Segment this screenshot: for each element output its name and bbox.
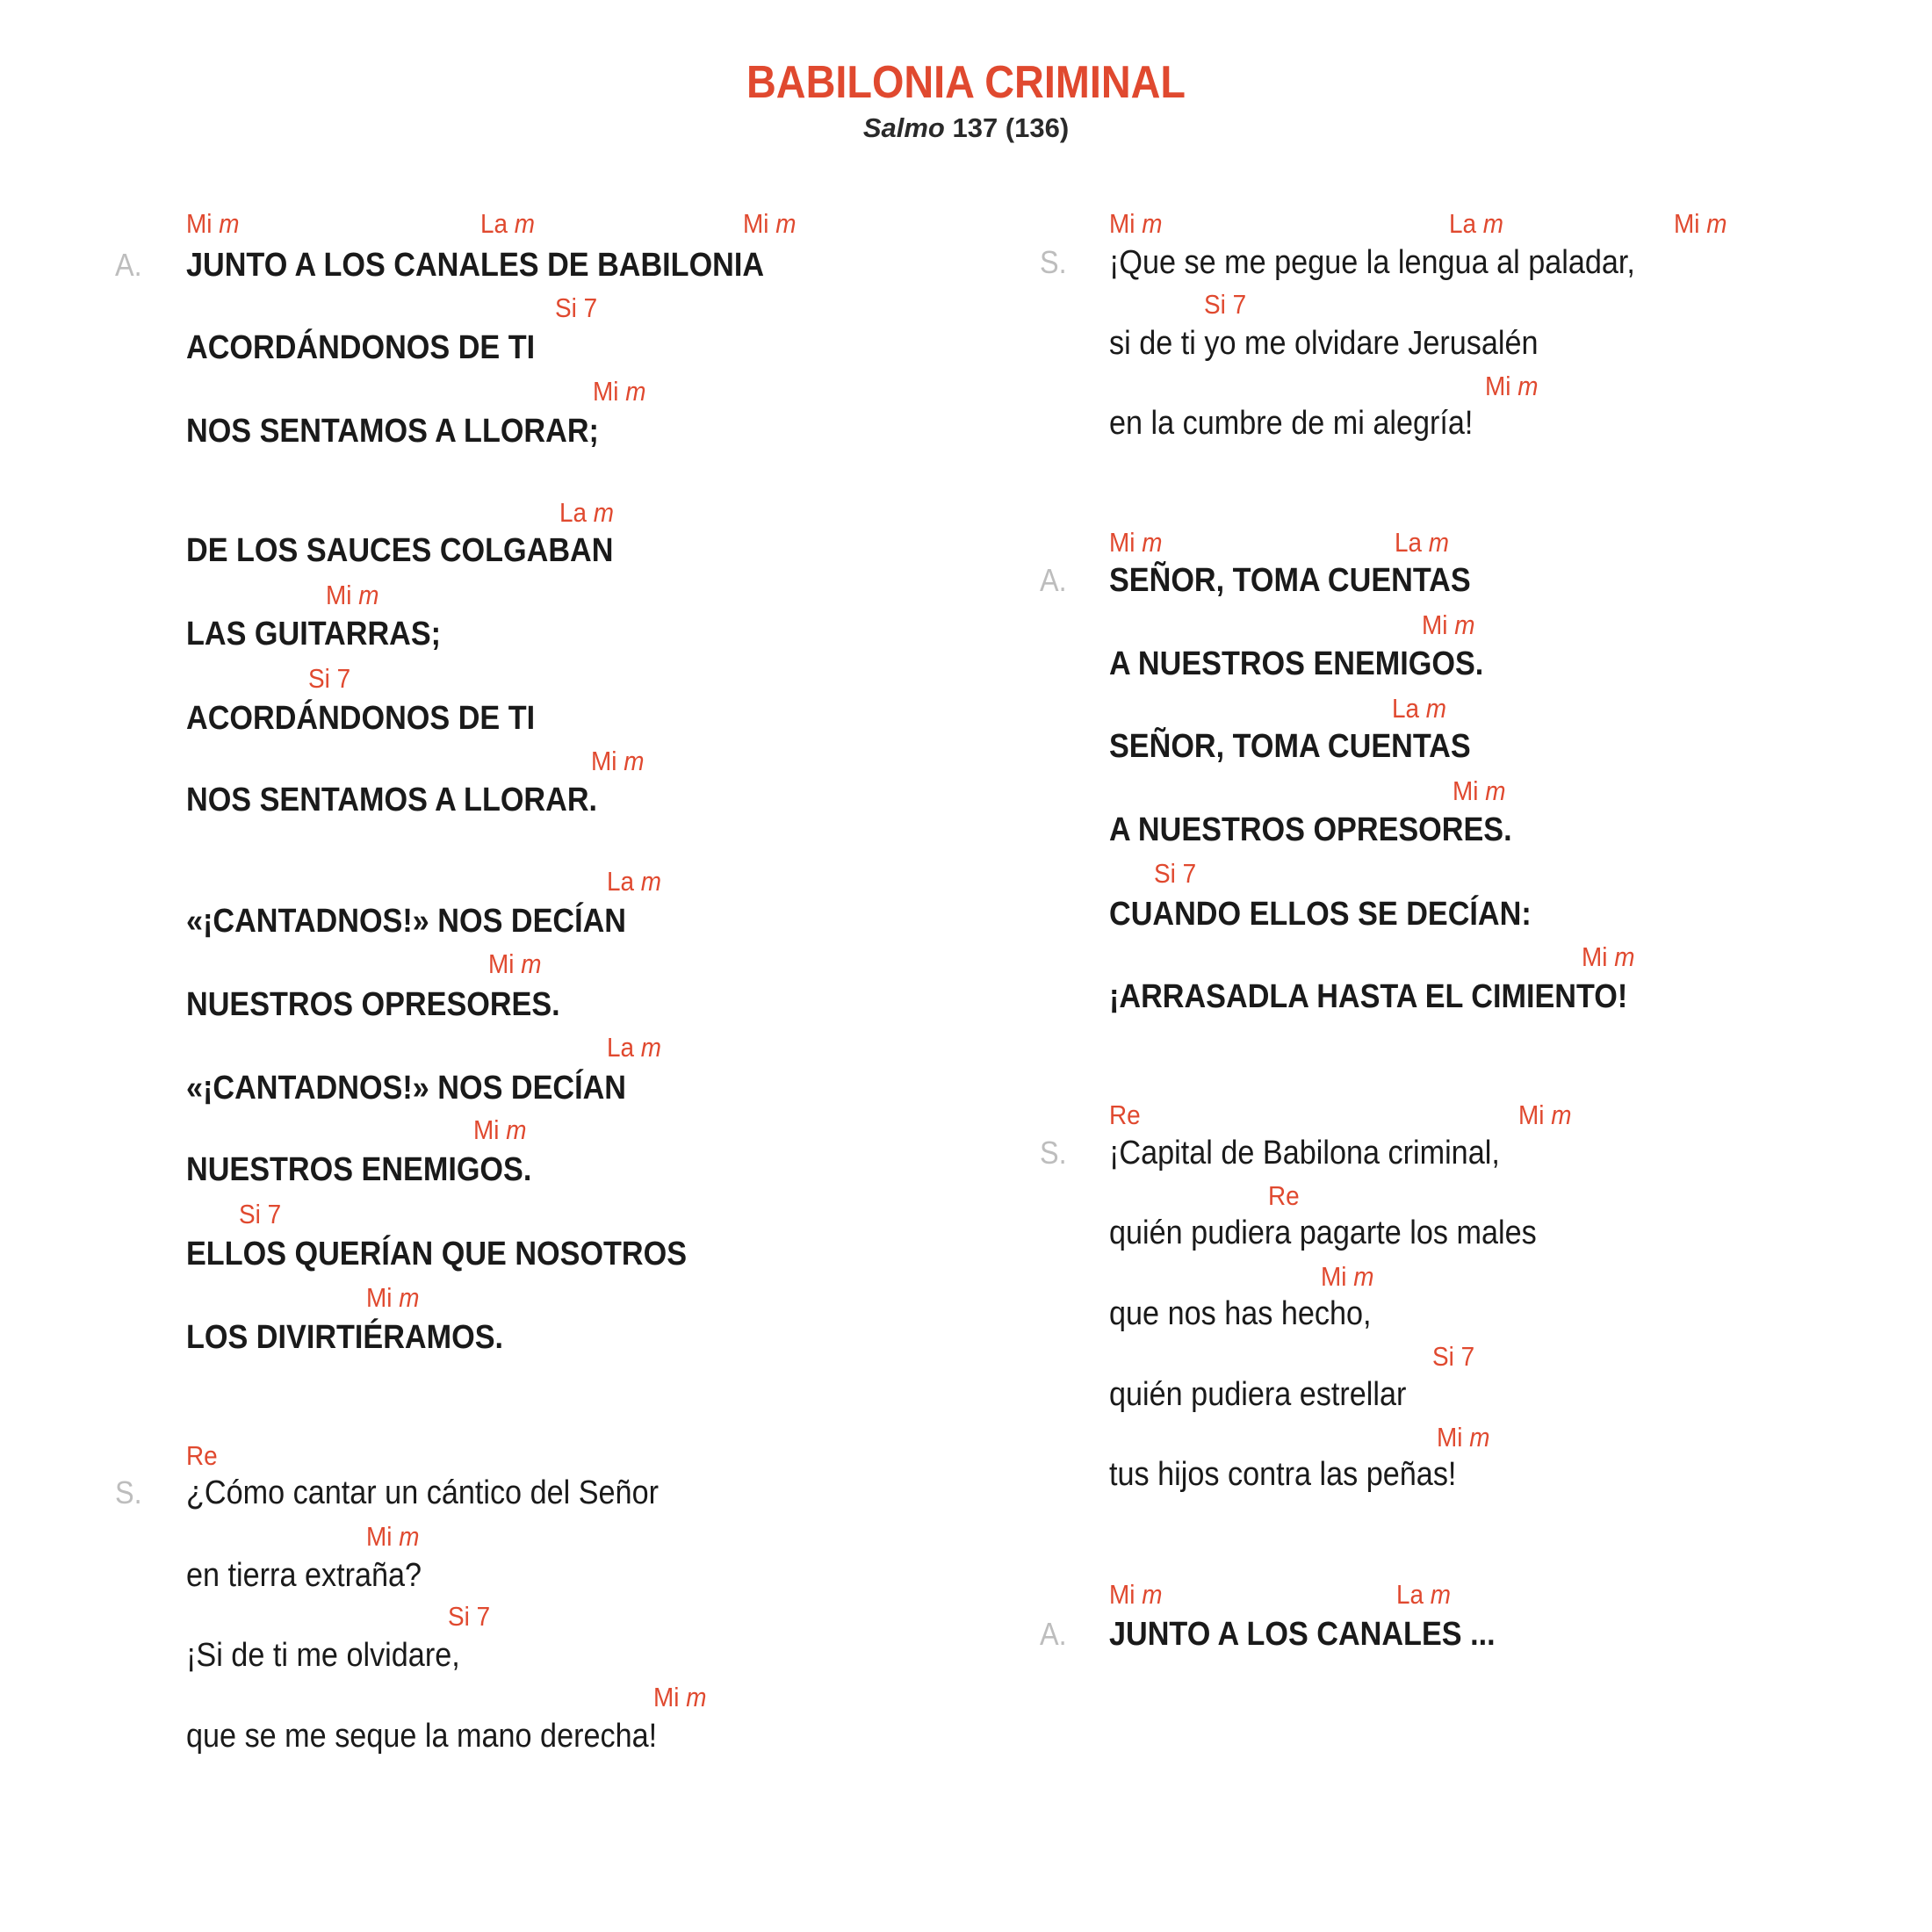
- chord-root: Mi: [590, 746, 617, 777]
- chord-symbol: [472, 1114, 527, 1146]
- lyric-line: ¿Cómo cantar un cántico del Señor: [185, 1474, 659, 1512]
- chord-symbol: [1109, 1099, 1142, 1131]
- lyric-line: ACORDÁNDONOS DE TI: [185, 699, 535, 737]
- chord-root: Mi: [185, 208, 212, 240]
- chord-root: Mi: [472, 1114, 500, 1146]
- chord-symbol: [487, 948, 541, 980]
- chord-symbol: [239, 1200, 281, 1228]
- chord-symbol: [1421, 609, 1475, 641]
- chord-symbol: [448, 1601, 491, 1633]
- chord-root: La: [1394, 526, 1422, 558]
- chord-modifier: m: [1428, 526, 1449, 558]
- chord-root: Mi: [366, 1281, 393, 1313]
- chord-symbol: [559, 496, 615, 528]
- chord-root: Mi: [1452, 775, 1479, 806]
- chord-root: La: [606, 1031, 634, 1063]
- chord-modifier: m: [640, 865, 661, 897]
- lyric-line: «¡CANTADNOS!» NOS DECÍAN: [185, 1070, 626, 1107]
- chord-root: Si: [1203, 288, 1226, 320]
- chord-modifier: m: [1613, 941, 1635, 972]
- chord-modifier: 7: [1460, 1341, 1475, 1373]
- chord-root: La: [606, 865, 634, 897]
- chord-modifier: m: [1142, 208, 1163, 240]
- chord-root: La: [1448, 208, 1476, 240]
- subtitle-psalm-number: 137 (136): [944, 112, 1070, 143]
- chord-root: Si: [308, 662, 330, 694]
- chord-symbol: [1109, 208, 1163, 240]
- stanza-label: A.: [1040, 562, 1068, 599]
- chord-symbol: [1391, 692, 1446, 724]
- chord-symbol: [1154, 858, 1197, 890]
- chord-root: Mi: [1109, 208, 1135, 240]
- lyric-line: A NUESTROS OPRESORES.: [1109, 811, 1512, 848]
- lyric-line: NUESTROS OPRESORES.: [185, 985, 560, 1023]
- chord-modifier: 7: [476, 1601, 491, 1633]
- chord-modifier: m: [1431, 1579, 1452, 1611]
- chord-modifier: 7: [1182, 858, 1197, 890]
- chord-modifier: m: [1453, 609, 1475, 641]
- chord-modifier: m: [1468, 1422, 1490, 1453]
- chord-modifier: m: [1517, 370, 1539, 401]
- chord-root: Mi: [1517, 1099, 1545, 1131]
- chord-modifier: m: [1482, 208, 1503, 240]
- chord-root: La: [1391, 692, 1419, 724]
- stanza-label: S.: [115, 1474, 142, 1511]
- chord-modifier: m: [1425, 692, 1446, 724]
- chord-root: Mi: [1109, 526, 1135, 558]
- chord-root: Mi: [487, 948, 514, 980]
- chord-modifier: m: [623, 746, 645, 777]
- chord-symbol: [366, 1281, 420, 1313]
- lyric-line: quién pudiera estrellar: [1109, 1375, 1407, 1413]
- chord-modifier: m: [399, 1520, 420, 1552]
- chord-root: Re: [1267, 1180, 1300, 1212]
- chord-root: Mi: [1321, 1260, 1347, 1292]
- chord-modifier: m: [775, 208, 797, 240]
- lyric-line: ¡ARRASADLA HASTA EL CIMIENTO!: [1109, 978, 1628, 1016]
- chord-root: La: [480, 208, 508, 240]
- chord-modifier: 7: [267, 1199, 282, 1230]
- lyric-line: ¡Que se me pegue la lengua al paladar,: [1109, 243, 1636, 281]
- lyric-line: A NUESTROS ENEMIGOS.: [1109, 645, 1484, 682]
- chord-modifier: m: [520, 948, 541, 980]
- chord-symbol: [185, 1440, 218, 1472]
- chord-symbol: [1582, 943, 1634, 970]
- lyric-line: ELLOS QUERÍAN QUE NOSOTROS: [185, 1236, 687, 1273]
- chord-symbol: [1109, 526, 1163, 558]
- lyric-line: SEÑOR, TOMA CUENTAS: [1109, 728, 1472, 766]
- lyric-line: ¡Capital de Babilona criminal,: [1109, 1134, 1501, 1171]
- lyric-line: NOS SENTAMOS A LLORAR;: [185, 412, 599, 450]
- stanza-label: A.: [115, 246, 142, 283]
- chord-root: Mi: [743, 208, 769, 240]
- lyric-line: SEÑOR, TOMA CUENTAS: [1109, 562, 1472, 600]
- chord-root: Si: [239, 1199, 261, 1230]
- chord-modifier: m: [625, 375, 646, 407]
- chord-symbol: [308, 662, 351, 694]
- chord-symbol: [1437, 1424, 1489, 1451]
- chord-symbol: [1396, 1579, 1452, 1611]
- chord-modifier: m: [399, 1281, 420, 1313]
- chord-symbol: [1267, 1180, 1300, 1212]
- chord-symbol: [606, 1031, 661, 1063]
- song-title: BABILONIA CRIMINAL: [746, 57, 1186, 108]
- chord-symbol: [480, 208, 536, 240]
- chord-root: Mi: [1484, 370, 1511, 401]
- chord-root: Mi: [1421, 609, 1448, 641]
- chord-symbol: [1321, 1260, 1374, 1292]
- lyric-line: tus hijos contra las peñas!: [1109, 1456, 1457, 1494]
- chord-symbol: [1448, 208, 1503, 240]
- chord-modifier: m: [1142, 1579, 1163, 1611]
- lyric-line: JUNTO A LOS CANALES DE BABILONIA: [185, 246, 764, 284]
- chord-modifier: m: [686, 1682, 707, 1713]
- lyric-line: LOS DIVIRTIÉRAMOS.: [185, 1318, 503, 1356]
- chord-root: Mi: [1581, 941, 1608, 972]
- chord-root: La: [559, 496, 588, 528]
- chord-symbol: [591, 747, 644, 775]
- chord-modifier: m: [1485, 775, 1506, 806]
- chord-symbol: [1453, 777, 1505, 804]
- song-subtitle: [0, 112, 1932, 144]
- chord-symbol: [185, 208, 239, 240]
- chord-modifier: m: [218, 208, 239, 240]
- lyric-line: DE LOS SAUCES COLGABAN: [185, 532, 613, 570]
- chord-modifier: m: [1142, 526, 1163, 558]
- chord-root: Si: [554, 292, 577, 324]
- lyric-line: que nos has hecho,: [1109, 1295, 1372, 1332]
- chord-root: Mi: [1674, 208, 1700, 240]
- lyric-line: en la cumbre de mi alegría!: [1109, 405, 1474, 443]
- lyric-line: NOS SENTAMOS A LLORAR.: [185, 781, 597, 818]
- chord-root: Si: [1154, 858, 1176, 890]
- lyric-line: en tierra extraña?: [185, 1556, 422, 1594]
- chord-symbol: [1485, 372, 1538, 400]
- chord-symbol: [1432, 1341, 1475, 1373]
- lyric-line: ¡Si de ti me olvidare,: [185, 1637, 460, 1675]
- lyric-line: que se me seque la mano derecha!: [185, 1717, 657, 1755]
- chord-root: Si: [1432, 1341, 1455, 1373]
- chord-symbol: [593, 375, 646, 407]
- chord-symbol: [1394, 526, 1449, 558]
- chord-modifier: m: [514, 208, 536, 240]
- chord-symbol: [554, 292, 597, 324]
- chord-symbol: [326, 581, 378, 609]
- subtitle-psalm-word: Salmo: [862, 112, 945, 143]
- chord-root: Mi: [366, 1520, 393, 1552]
- chord-modifier: m: [1706, 208, 1727, 240]
- chord-symbol: [743, 208, 797, 240]
- chord-root: Mi: [325, 580, 352, 611]
- chord-symbol: [1517, 1099, 1572, 1131]
- chord-modifier: m: [1550, 1099, 1572, 1131]
- chord-symbol: [366, 1520, 420, 1552]
- chord-symbol: [606, 865, 661, 897]
- lyric-line: JUNTO A LOS CANALES ...: [1109, 1616, 1496, 1654]
- chord-modifier: m: [1353, 1260, 1374, 1292]
- chord-modifier: 7: [1232, 288, 1246, 320]
- chord-modifier: 7: [583, 292, 597, 324]
- chord-modifier: m: [505, 1114, 527, 1146]
- stanza-label: S.: [1040, 243, 1068, 280]
- lyric-line: «¡CANTADNOS!» NOS DECÍAN: [185, 903, 626, 941]
- chord-symbol: [1203, 288, 1246, 320]
- lyric-line: si de ti yo me olvidare Jerusalén: [1109, 324, 1539, 362]
- chord-modifier: 7: [336, 662, 351, 694]
- chord-root: Si: [448, 1601, 471, 1633]
- chord-symbol: [1674, 208, 1727, 240]
- chord-modifier: m: [358, 580, 379, 611]
- lyric-line: CUANDO ELLOS SE DECÍAN:: [1109, 895, 1532, 933]
- chord-symbol: [653, 1683, 706, 1711]
- chord-root: Mi: [653, 1682, 680, 1713]
- chord-root: Mi: [1436, 1422, 1463, 1453]
- chord-root: Mi: [1109, 1579, 1135, 1611]
- lyric-line: ACORDÁNDONOS DE TI: [185, 329, 535, 367]
- stanza-label: A.: [1040, 1616, 1068, 1653]
- lyric-line: LAS GUITARRAS;: [185, 615, 441, 652]
- chord-root: La: [1396, 1579, 1424, 1611]
- chord-symbol: [1109, 1579, 1163, 1611]
- chord-root: Re: [1109, 1099, 1142, 1131]
- chord-root: Mi: [593, 375, 619, 407]
- chord-modifier: m: [640, 1031, 661, 1063]
- chord-root: Re: [185, 1440, 218, 1472]
- stanza-label: S.: [1040, 1134, 1068, 1171]
- chord-modifier: m: [594, 496, 615, 528]
- lyric-line: NUESTROS ENEMIGOS.: [185, 1151, 531, 1189]
- lyric-line: quién pudiera pagarte los males: [1109, 1215, 1538, 1252]
